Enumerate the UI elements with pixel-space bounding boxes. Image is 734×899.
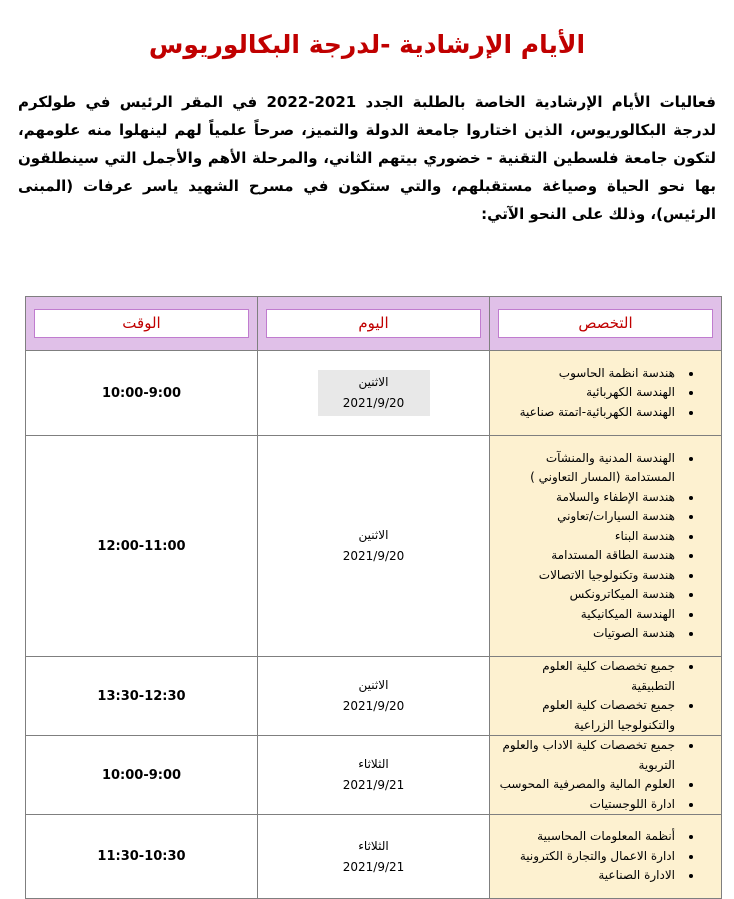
list-item: • الهندسة الكهربائية-اتمتة صناعية: [496, 403, 679, 423]
specialization-cell: [490, 815, 722, 899]
specialization-list: [490, 657, 721, 735]
header-day-cell: [258, 297, 490, 351]
day-name: الاثنين: [358, 678, 389, 692]
specialization-list: [490, 364, 721, 423]
header-time-cell: [26, 297, 258, 351]
time-cell: 10:00-9:00: [26, 736, 258, 815]
list-item: • هندسة الطاقة المستدامة: [496, 546, 679, 566]
day-cell: [258, 736, 490, 815]
header-specialization-cell: [490, 297, 722, 351]
list-item: • هندسة الميكاترونكس: [496, 585, 679, 605]
specialization-cell: [490, 657, 722, 736]
header-day: اليوم: [266, 309, 481, 338]
list-item: • الادارة الصناعية: [496, 866, 679, 886]
date: 2021/9/21: [342, 859, 405, 874]
list-item: • ادارة اللوجستيات: [496, 795, 679, 815]
list-item: • هندسة انظمة الحاسوب: [496, 364, 679, 384]
list-item: • هندسة السيارات/تعاوني: [496, 507, 679, 527]
list-item: • هندسة البناء: [496, 527, 679, 547]
schedule-table: [25, 296, 722, 899]
specialization-list: [490, 827, 721, 886]
header-time: الوقت: [34, 309, 249, 338]
list-item: • ادارة الاعمال والتجارة الكترونية: [496, 847, 679, 867]
day-date-box: [318, 370, 430, 416]
day-cell: [258, 351, 490, 436]
table-row: [26, 436, 722, 657]
list-item: • هندسة الإطفاء والسلامة: [496, 488, 679, 508]
time-cell: 10:00-9:00: [26, 351, 258, 436]
day-date-box: [335, 523, 413, 569]
date: 2021/9/20: [342, 396, 405, 410]
list-item: • أنظمة المعلومات المحاسبية: [496, 827, 679, 847]
day-name: الاثنين: [358, 375, 389, 389]
day-name: الاثنين: [358, 528, 389, 542]
day-date-box: [335, 673, 413, 719]
day-cell: [258, 657, 490, 736]
day-date-box: [335, 834, 413, 880]
list-item: • هندسة وتكنولوجيا الاتصالات: [496, 566, 679, 586]
list-item: • هندسة الصوتيات: [496, 624, 679, 644]
table-header-row: [26, 297, 722, 351]
specialization-cell: [490, 736, 722, 815]
day-name: الثلاثاء: [358, 838, 389, 853]
list-item: • الهندسة الكهربائية: [496, 383, 679, 403]
page-title: الأيام الإرشادية -لدرجة البكالوريوس: [148, 30, 586, 59]
specialization-cell: [490, 351, 722, 436]
table-row: [26, 815, 722, 899]
list-item: • جميع تخصصات كلية العلوم والتكنولوجيا الزراعية: [496, 696, 679, 735]
time-cell: 11:30-10:30: [26, 815, 258, 899]
date: 2021/9/21: [342, 778, 405, 792]
specialization-list: [490, 736, 721, 814]
intro-paragraph: فعاليات الأيام الإرشادية الخاصة بالطلبة الجدد 2021-2022 في المقر الرئيس في طولكرم لدرجة البكالوريوس، الذين اختاروا جامعة الدولة والتميز، صرحاً علمياً لهم لينهلوا منه علومهم، لتكون جامعة فلسطين التقنية - خضوري بيتهم الثاني، والمرحلة الأهم والأجمل التي سينطلقون بها نحو الحياة وصياغة مستقبلهم، والتي ستكون في مسرح الشهيد ياسر عرفات (المبنى الرئيس)، وذلك على النحو الآتي:: [18, 93, 716, 223]
list-item: • الهندسة الميكانيكية: [496, 605, 679, 625]
time-cell: 13:30-12:30: [26, 657, 258, 736]
day-cell: [258, 815, 490, 899]
specialization-list: [490, 449, 721, 644]
day-name: الثلاثاء: [358, 757, 389, 771]
list-item: • العلوم المالية والمصرفية المحوسب: [496, 775, 679, 795]
specialization-cell: [490, 436, 722, 657]
date: 2021/9/20: [342, 549, 405, 563]
date: 2021/9/20: [342, 699, 405, 713]
table-row: [26, 351, 722, 436]
list-item: • جميع تخصصات كلية العلوم التطبيقية: [496, 657, 679, 696]
day-date-box: [335, 752, 413, 798]
list-item: • جميع تخصصات كلية الاداب والعلوم التربوية: [496, 736, 679, 775]
time-cell: 12:00-11:00: [26, 436, 258, 657]
table-row: [26, 657, 722, 736]
table-row: [26, 736, 722, 815]
header-specialization: التخصص: [498, 309, 713, 338]
list-item: • الهندسة المدنية والمنشآت المستدامة (المسار التعاوني ): [496, 449, 679, 488]
day-cell: [258, 436, 490, 657]
